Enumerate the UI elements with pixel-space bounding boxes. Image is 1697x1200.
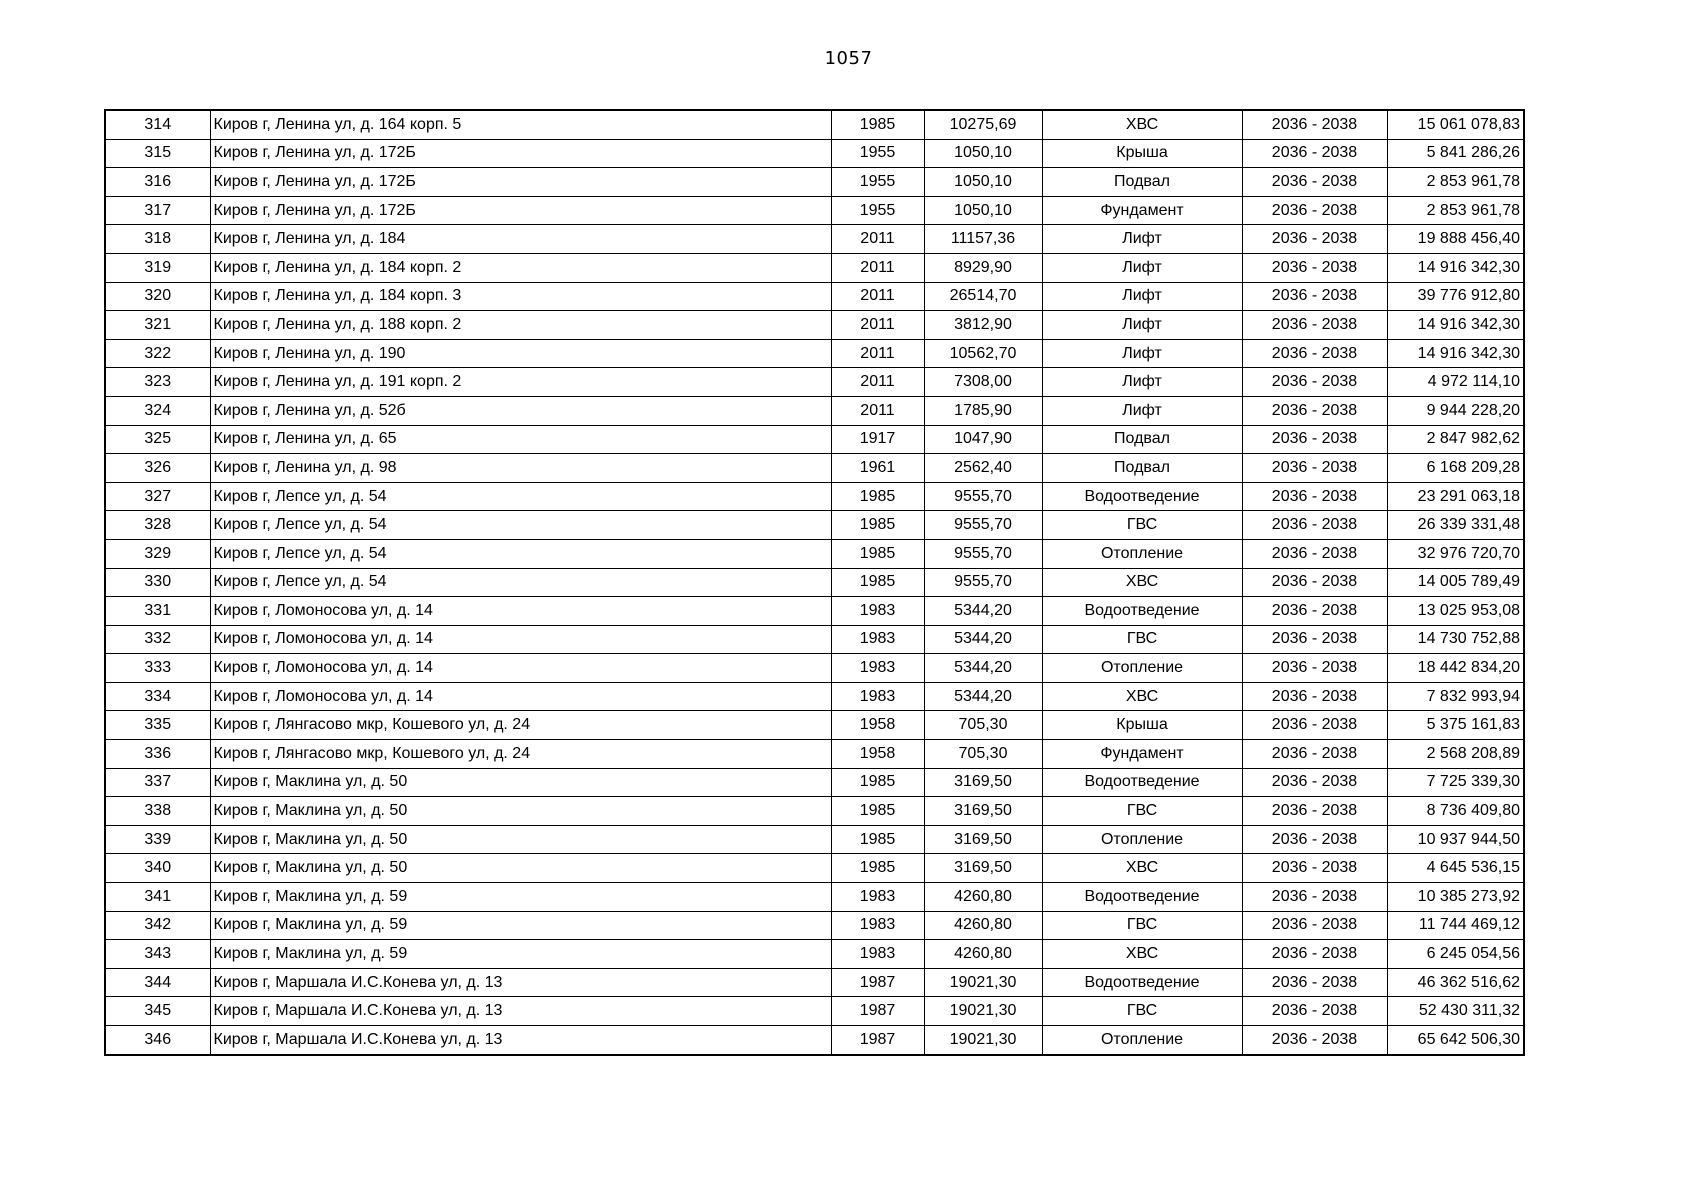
- address-cell: Киров г, Лепсе ул, д. 54: [210, 568, 831, 597]
- address-cell: Киров г, Ленина ул, д. 172Б: [210, 196, 831, 225]
- period-cell: 2036 - 2038: [1242, 196, 1387, 225]
- build-year-cell: 1955: [831, 196, 924, 225]
- row-number-cell: 342: [105, 911, 210, 940]
- area-cell: 705,30: [924, 711, 1042, 740]
- work-type-cell: ХВС: [1042, 110, 1242, 139]
- work-type-cell: ХВС: [1042, 940, 1242, 969]
- build-year-cell: 1985: [831, 825, 924, 854]
- area-cell: 9555,70: [924, 482, 1042, 511]
- row-number-cell: 321: [105, 311, 210, 340]
- build-year-cell: 1987: [831, 1026, 924, 1055]
- build-year-cell: 1983: [831, 883, 924, 912]
- work-type-cell: Водоотведение: [1042, 883, 1242, 912]
- build-year-cell: 1985: [831, 854, 924, 883]
- table-row: [105, 940, 1524, 969]
- build-year-cell: 1987: [831, 997, 924, 1026]
- work-type-cell: Лифт: [1042, 339, 1242, 368]
- cost-cell: 7 832 993,94: [1387, 682, 1524, 711]
- period-cell: 2036 - 2038: [1242, 968, 1387, 997]
- period-cell: 2036 - 2038: [1242, 1026, 1387, 1055]
- work-type-cell: ХВС: [1042, 568, 1242, 597]
- area-cell: 19021,30: [924, 1026, 1042, 1055]
- table-row: [105, 110, 1524, 139]
- period-cell: 2036 - 2038: [1242, 110, 1387, 139]
- row-number-cell: 325: [105, 425, 210, 454]
- area-cell: 1047,90: [924, 425, 1042, 454]
- table-row: [105, 854, 1524, 883]
- period-cell: 2036 - 2038: [1242, 682, 1387, 711]
- cost-cell: 14 916 342,30: [1387, 253, 1524, 282]
- table-row: [105, 368, 1524, 397]
- address-cell: Киров г, Лянгасово мкр, Кошевого ул, д. 24: [210, 711, 831, 740]
- row-number-cell: 329: [105, 539, 210, 568]
- cost-cell: 9 944 228,20: [1387, 396, 1524, 425]
- area-cell: 1050,10: [924, 196, 1042, 225]
- area-cell: 4260,80: [924, 940, 1042, 969]
- build-year-cell: 1985: [831, 110, 924, 139]
- table-row: [105, 196, 1524, 225]
- period-cell: 2036 - 2038: [1242, 482, 1387, 511]
- build-year-cell: 1985: [831, 539, 924, 568]
- cost-cell: 7 725 339,30: [1387, 768, 1524, 797]
- area-cell: 3169,50: [924, 825, 1042, 854]
- work-type-cell: Фундамент: [1042, 740, 1242, 769]
- address-cell: Киров г, Ленина ул, д. 184 корп. 2: [210, 253, 831, 282]
- build-year-cell: 1983: [831, 682, 924, 711]
- row-number-cell: 337: [105, 768, 210, 797]
- work-type-cell: ГВС: [1042, 997, 1242, 1026]
- period-cell: 2036 - 2038: [1242, 768, 1387, 797]
- work-type-cell: Крыша: [1042, 711, 1242, 740]
- area-cell: 7308,00: [924, 368, 1042, 397]
- build-year-cell: 2011: [831, 253, 924, 282]
- cost-cell: 14 730 752,88: [1387, 625, 1524, 654]
- build-year-cell: 2011: [831, 225, 924, 254]
- address-cell: Киров г, Лепсе ул, д. 54: [210, 539, 831, 568]
- area-cell: 2562,40: [924, 454, 1042, 483]
- work-type-cell: Отопление: [1042, 654, 1242, 683]
- address-cell: Киров г, Лянгасово мкр, Кошевого ул, д. 24: [210, 740, 831, 769]
- address-cell: Киров г, Ленина ул, д. 164 корп. 5: [210, 110, 831, 139]
- row-number-cell: 336: [105, 740, 210, 769]
- period-cell: 2036 - 2038: [1242, 797, 1387, 826]
- cost-cell: 6 168 209,28: [1387, 454, 1524, 483]
- period-cell: 2036 - 2038: [1242, 711, 1387, 740]
- row-number-cell: 345: [105, 997, 210, 1026]
- area-cell: 1050,10: [924, 168, 1042, 197]
- row-number-cell: 319: [105, 253, 210, 282]
- build-year-cell: 1983: [831, 597, 924, 626]
- address-cell: Киров г, Ленина ул, д. 65: [210, 425, 831, 454]
- table-row: [105, 968, 1524, 997]
- cost-cell: 14 005 789,49: [1387, 568, 1524, 597]
- work-type-cell: Водоотведение: [1042, 482, 1242, 511]
- work-type-cell: Крыша: [1042, 139, 1242, 168]
- table-row: [105, 253, 1524, 282]
- build-year-cell: 1987: [831, 968, 924, 997]
- cost-cell: 46 362 516,62: [1387, 968, 1524, 997]
- area-cell: 9555,70: [924, 539, 1042, 568]
- table-row: [105, 425, 1524, 454]
- build-year-cell: 1917: [831, 425, 924, 454]
- table-row: [105, 225, 1524, 254]
- cost-cell: 14 916 342,30: [1387, 311, 1524, 340]
- table-row: [105, 911, 1524, 940]
- table-row: [105, 396, 1524, 425]
- cost-cell: 11 744 469,12: [1387, 911, 1524, 940]
- cost-cell: 8 736 409,80: [1387, 797, 1524, 826]
- area-cell: 5344,20: [924, 682, 1042, 711]
- address-cell: Киров г, Маршала И.С.Конева ул, д. 13: [210, 968, 831, 997]
- address-cell: Киров г, Ленина ул, д. 52б: [210, 396, 831, 425]
- area-cell: 4260,80: [924, 883, 1042, 912]
- address-cell: Киров г, Ленина ул, д. 190: [210, 339, 831, 368]
- table-row: [105, 768, 1524, 797]
- work-type-cell: Отопление: [1042, 825, 1242, 854]
- period-cell: 2036 - 2038: [1242, 654, 1387, 683]
- row-number-cell: 344: [105, 968, 210, 997]
- area-cell: 3812,90: [924, 311, 1042, 340]
- table-row: [105, 311, 1524, 340]
- address-cell: Киров г, Ленина ул, д. 172Б: [210, 168, 831, 197]
- table-row: [105, 339, 1524, 368]
- table-row: [105, 139, 1524, 168]
- row-number-cell: 332: [105, 625, 210, 654]
- build-year-cell: 1983: [831, 911, 924, 940]
- cost-cell: 10 385 273,92: [1387, 883, 1524, 912]
- area-cell: 26514,70: [924, 282, 1042, 311]
- area-cell: 5344,20: [924, 597, 1042, 626]
- row-number-cell: 324: [105, 396, 210, 425]
- row-number-cell: 333: [105, 654, 210, 683]
- row-number-cell: 334: [105, 682, 210, 711]
- address-cell: Киров г, Лепсе ул, д. 54: [210, 482, 831, 511]
- area-cell: 9555,70: [924, 511, 1042, 540]
- work-type-cell: ГВС: [1042, 797, 1242, 826]
- build-year-cell: 1985: [831, 797, 924, 826]
- cost-cell: 2 847 982,62: [1387, 425, 1524, 454]
- row-number-cell: 327: [105, 482, 210, 511]
- cost-cell: 2 853 961,78: [1387, 168, 1524, 197]
- work-type-cell: Фундамент: [1042, 196, 1242, 225]
- row-number-cell: 330: [105, 568, 210, 597]
- address-cell: Киров г, Ломоносова ул, д. 14: [210, 625, 831, 654]
- address-cell: Киров г, Маклина ул, д. 59: [210, 911, 831, 940]
- cost-cell: 23 291 063,18: [1387, 482, 1524, 511]
- row-number-cell: 316: [105, 168, 210, 197]
- build-year-cell: 1983: [831, 940, 924, 969]
- work-type-cell: Водоотведение: [1042, 768, 1242, 797]
- area-cell: 9555,70: [924, 568, 1042, 597]
- table-row: [105, 282, 1524, 311]
- work-type-cell: ГВС: [1042, 511, 1242, 540]
- cost-cell: 32 976 720,70: [1387, 539, 1524, 568]
- table-row: [105, 511, 1524, 540]
- table-row: [105, 168, 1524, 197]
- period-cell: 2036 - 2038: [1242, 425, 1387, 454]
- build-year-cell: 2011: [831, 339, 924, 368]
- period-cell: 2036 - 2038: [1242, 825, 1387, 854]
- work-type-cell: Лифт: [1042, 396, 1242, 425]
- table-row: [105, 568, 1524, 597]
- area-cell: 11157,36: [924, 225, 1042, 254]
- build-year-cell: 1955: [831, 139, 924, 168]
- period-cell: 2036 - 2038: [1242, 740, 1387, 769]
- address-cell: Киров г, Ленина ул, д. 184 корп. 3: [210, 282, 831, 311]
- table-row: [105, 482, 1524, 511]
- period-cell: 2036 - 2038: [1242, 625, 1387, 654]
- work-type-cell: Лифт: [1042, 282, 1242, 311]
- area-cell: 10275,69: [924, 110, 1042, 139]
- cost-cell: 52 430 311,32: [1387, 997, 1524, 1026]
- address-cell: Киров г, Маклина ул, д. 50: [210, 797, 831, 826]
- work-type-cell: ГВС: [1042, 911, 1242, 940]
- cost-cell: 15 061 078,83: [1387, 110, 1524, 139]
- period-cell: 2036 - 2038: [1242, 282, 1387, 311]
- row-number-cell: 320: [105, 282, 210, 311]
- page-number: 1057: [824, 48, 873, 69]
- cost-cell: 19 888 456,40: [1387, 225, 1524, 254]
- period-cell: 2036 - 2038: [1242, 854, 1387, 883]
- work-type-cell: Отопление: [1042, 539, 1242, 568]
- row-number-cell: 323: [105, 368, 210, 397]
- address-cell: Киров г, Ленина ул, д. 184: [210, 225, 831, 254]
- work-type-cell: Лифт: [1042, 311, 1242, 340]
- area-cell: 3169,50: [924, 768, 1042, 797]
- address-cell: Киров г, Ленина ул, д. 172Б: [210, 139, 831, 168]
- row-number-cell: 322: [105, 339, 210, 368]
- table-row: [105, 597, 1524, 626]
- period-cell: 2036 - 2038: [1242, 883, 1387, 912]
- address-cell: Киров г, Лепсе ул, д. 54: [210, 511, 831, 540]
- cost-cell: 13 025 953,08: [1387, 597, 1524, 626]
- cost-cell: 5 841 286,26: [1387, 139, 1524, 168]
- period-cell: 2036 - 2038: [1242, 168, 1387, 197]
- area-cell: 8929,90: [924, 253, 1042, 282]
- row-number-cell: 326: [105, 454, 210, 483]
- cost-cell: 6 245 054,56: [1387, 940, 1524, 969]
- period-cell: 2036 - 2038: [1242, 511, 1387, 540]
- cost-cell: 39 776 912,80: [1387, 282, 1524, 311]
- period-cell: 2036 - 2038: [1242, 139, 1387, 168]
- row-number-cell: 328: [105, 511, 210, 540]
- period-cell: 2036 - 2038: [1242, 911, 1387, 940]
- area-cell: 3169,50: [924, 797, 1042, 826]
- cost-cell: 26 339 331,48: [1387, 511, 1524, 540]
- area-cell: 19021,30: [924, 968, 1042, 997]
- work-type-cell: Лифт: [1042, 253, 1242, 282]
- work-type-cell: Водоотведение: [1042, 968, 1242, 997]
- row-number-cell: 335: [105, 711, 210, 740]
- table-row: [105, 1026, 1524, 1055]
- build-year-cell: 1983: [831, 625, 924, 654]
- area-cell: 1785,90: [924, 396, 1042, 425]
- area-cell: 19021,30: [924, 997, 1042, 1026]
- build-year-cell: 1983: [831, 654, 924, 683]
- period-cell: 2036 - 2038: [1242, 940, 1387, 969]
- row-number-cell: 331: [105, 597, 210, 626]
- work-type-cell: Подвал: [1042, 168, 1242, 197]
- cost-cell: 4 645 536,15: [1387, 854, 1524, 883]
- work-type-cell: Лифт: [1042, 225, 1242, 254]
- build-year-cell: 1955: [831, 168, 924, 197]
- table-row: [105, 740, 1524, 769]
- row-number-cell: 343: [105, 940, 210, 969]
- build-year-cell: 2011: [831, 282, 924, 311]
- row-number-cell: 341: [105, 883, 210, 912]
- row-number-cell: 340: [105, 854, 210, 883]
- address-cell: Киров г, Ломоносова ул, д. 14: [210, 654, 831, 683]
- repair-schedule-table: [104, 109, 1525, 1056]
- period-cell: 2036 - 2038: [1242, 597, 1387, 626]
- address-cell: Киров г, Маклина ул, д. 50: [210, 768, 831, 797]
- period-cell: 2036 - 2038: [1242, 454, 1387, 483]
- table-row: [105, 997, 1524, 1026]
- area-cell: 705,30: [924, 740, 1042, 769]
- row-number-cell: 318: [105, 225, 210, 254]
- work-type-cell: ХВС: [1042, 682, 1242, 711]
- build-year-cell: 1958: [831, 740, 924, 769]
- address-cell: Киров г, Маклина ул, д. 50: [210, 825, 831, 854]
- table-row: [105, 625, 1524, 654]
- row-number-cell: 338: [105, 797, 210, 826]
- area-cell: 3169,50: [924, 854, 1042, 883]
- cost-cell: 65 642 506,30: [1387, 1026, 1524, 1055]
- table-row: [105, 825, 1524, 854]
- table-row: [105, 682, 1524, 711]
- cost-cell: 10 937 944,50: [1387, 825, 1524, 854]
- cost-cell: 18 442 834,20: [1387, 654, 1524, 683]
- build-year-cell: 2011: [831, 396, 924, 425]
- period-cell: 2036 - 2038: [1242, 225, 1387, 254]
- build-year-cell: 1961: [831, 454, 924, 483]
- table-row: [105, 454, 1524, 483]
- work-type-cell: Лифт: [1042, 368, 1242, 397]
- address-cell: Киров г, Маклина ул, д. 59: [210, 940, 831, 969]
- period-cell: 2036 - 2038: [1242, 539, 1387, 568]
- cost-cell: 4 972 114,10: [1387, 368, 1524, 397]
- address-cell: Киров г, Маршала И.С.Конева ул, д. 13: [210, 997, 831, 1026]
- area-cell: 4260,80: [924, 911, 1042, 940]
- period-cell: 2036 - 2038: [1242, 339, 1387, 368]
- work-type-cell: ГВС: [1042, 625, 1242, 654]
- area-cell: 5344,20: [924, 625, 1042, 654]
- period-cell: 2036 - 2038: [1242, 368, 1387, 397]
- period-cell: 2036 - 2038: [1242, 311, 1387, 340]
- period-cell: 2036 - 2038: [1242, 253, 1387, 282]
- address-cell: Киров г, Маклина ул, д. 50: [210, 854, 831, 883]
- row-number-cell: 339: [105, 825, 210, 854]
- work-type-cell: Водоотведение: [1042, 597, 1242, 626]
- address-cell: Киров г, Ломоносова ул, д. 14: [210, 682, 831, 711]
- build-year-cell: 1985: [831, 482, 924, 511]
- address-cell: Киров г, Ленина ул, д. 191 корп. 2: [210, 368, 831, 397]
- period-cell: 2036 - 2038: [1242, 997, 1387, 1026]
- table-row: [105, 711, 1524, 740]
- area-cell: 5344,20: [924, 654, 1042, 683]
- work-type-cell: Подвал: [1042, 425, 1242, 454]
- address-cell: Киров г, Ленина ул, д. 188 корп. 2: [210, 311, 831, 340]
- area-cell: 10562,70: [924, 339, 1042, 368]
- table-row: [105, 883, 1524, 912]
- cost-cell: 5 375 161,83: [1387, 711, 1524, 740]
- cost-cell: 14 916 342,30: [1387, 339, 1524, 368]
- row-number-cell: 346: [105, 1026, 210, 1055]
- work-type-cell: ХВС: [1042, 854, 1242, 883]
- cost-cell: 2 853 961,78: [1387, 196, 1524, 225]
- table-row: [105, 797, 1524, 826]
- address-cell: Киров г, Маршала И.С.Конева ул, д. 13: [210, 1026, 831, 1055]
- period-cell: 2036 - 2038: [1242, 568, 1387, 597]
- table-row: [105, 539, 1524, 568]
- period-cell: 2036 - 2038: [1242, 396, 1387, 425]
- address-cell: Киров г, Маклина ул, д. 59: [210, 883, 831, 912]
- address-cell: Киров г, Ленина ул, д. 98: [210, 454, 831, 483]
- work-type-cell: Отопление: [1042, 1026, 1242, 1055]
- build-year-cell: 2011: [831, 311, 924, 340]
- build-year-cell: 1985: [831, 511, 924, 540]
- table-row: [105, 654, 1524, 683]
- build-year-cell: 1958: [831, 711, 924, 740]
- row-number-cell: 315: [105, 139, 210, 168]
- build-year-cell: 1985: [831, 568, 924, 597]
- table-body: [105, 110, 1524, 1055]
- row-number-cell: 317: [105, 196, 210, 225]
- build-year-cell: 2011: [831, 368, 924, 397]
- row-number-cell: 314: [105, 110, 210, 139]
- area-cell: 1050,10: [924, 139, 1042, 168]
- work-type-cell: Подвал: [1042, 454, 1242, 483]
- cost-cell: 2 568 208,89: [1387, 740, 1524, 769]
- build-year-cell: 1985: [831, 768, 924, 797]
- address-cell: Киров г, Ломоносова ул, д. 14: [210, 597, 831, 626]
